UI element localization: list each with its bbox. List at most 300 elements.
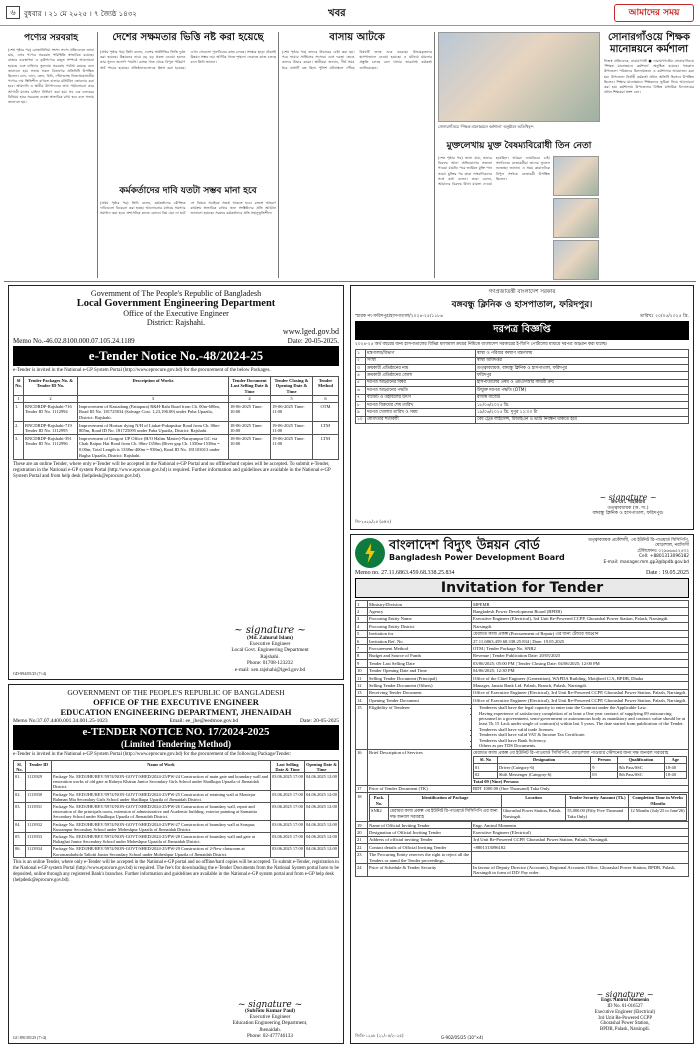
- signer-name: (Md. Zahurul Islam): [247, 634, 293, 641]
- row-label: Contact details of Official Inviting Tender: [368, 844, 472, 851]
- table-row: [356, 652, 689, 659]
- row-label: দরপত্র আহ্বানের পদ্ধতি: [366, 387, 476, 394]
- faridpur-tender-ad: [350, 285, 694, 530]
- row-value: তত্ত্বাবধায়ক, বঙ্গবন্ধু ক্লিনিক ও হাসপাতাল, ফরিদপুর: [476, 365, 689, 372]
- signer-phone: Phone: 01708-123232: [247, 660, 293, 667]
- table-row: [14, 821, 339, 833]
- eligibility-item: • Others as per TDS Documents.: [479, 743, 687, 748]
- article-title: সোনারগাঁওয়ে শিক্ষক মানোন্নয়নে কর্মশালা: [607, 32, 690, 55]
- column-header: Tender Security Amount (Tk.): [566, 794, 629, 807]
- table-row: [474, 764, 687, 771]
- column-header: Sl No.: [14, 377, 24, 396]
- row-number: 17: [356, 785, 368, 792]
- dept-name: EDUCATION ENGINEERING DEPARTMENT, JHENAIDAH: [60, 707, 292, 717]
- cell-method: LTM: [313, 435, 339, 459]
- memo-number: Memo No.-46.02.8100.000.07.105.24.1189: [13, 337, 135, 345]
- column-header: Tender ID: [26, 761, 52, 773]
- article-body: নিজস্ব প্রতিবেদক, নারায়ণগঞ্জ ● নারায়ণগঞ্জের সোনারগাঁওয়ে ‘শিক্ষক মানোন্নয়নে কর্মশালা’ অনুষ্ঠিত হয়েছে। গতকাল উপজেলা পরিষদের মিলনায়তনে এ কর্মশালার আয়োজন করা হয়। উপজেলা নির্বাহী কর্মকর্তা প্রধান অতিথি হিসেবে উপস্থিত ছিলেন। শিক্ষার মানোন্নয়নে শিক্ষকদের ভূমিকা নিয়ে আলোচনা করা হয়। কর্মশালায় উপজেলার বিভিন্ন মাধ্যমিক বিদ্যালয়ের প্রধান শিক্ষকরা অংশ নেন।: [604, 59, 694, 95]
- column-header: Completion Time in Weeks /Months: [629, 794, 687, 807]
- cell-desc: Improvement of Gorgori UP Office (H/O Halim Master)-Narayanpur GC via Chak Raipur Hat Road from Ch. 00m-1350m (River gap Ch. 1350m-1538m = 0.00m, Total Length is 1338m-400m = 938m), Road ID No. 181103013 under Bagha Upazila, District: Rajshahi.: [78, 435, 229, 459]
- section-divider: [4, 281, 696, 282]
- column-header: Location: [501, 794, 565, 807]
- row-number: ১০: [356, 416, 366, 423]
- eligibility-item: • Tenderers shall have Bank Solvency.: [479, 738, 687, 743]
- table-row: [14, 803, 339, 821]
- row-number: ৮: [356, 402, 366, 409]
- page-header: [0, 0, 700, 26]
- table-cell: 03: [591, 771, 618, 778]
- workshop-photo: [438, 32, 600, 122]
- table-row: [356, 822, 689, 829]
- table-row: [356, 667, 689, 674]
- memo-date: Date: 20-05-2025: [300, 718, 339, 724]
- signer-title: Executive Engineer (Electrical): [594, 1009, 656, 1015]
- table-row: [356, 365, 689, 372]
- row-number: 1: [356, 601, 368, 608]
- signer-name: Engr. Amirul Momenin: [601, 998, 649, 1004]
- table-cell: 8th Pass/SSC: [618, 764, 665, 771]
- signer-station: Ghorashal Power Station,: [600, 1021, 650, 1027]
- table-row: [356, 615, 689, 622]
- column-header: Age: [664, 756, 686, 763]
- row-label: ক্রয়কারী প্রতিষ্ঠানের নাম: [366, 365, 476, 372]
- cell-desc: Improvement of Kasiadang (Fattapara) R&H-Rahi Road from Ch. 00m-600m, Road ID No. 181725034 (Salvage Cost: 1,23,196.00) under Puba Upazila, District: Rajshahi.: [78, 403, 229, 422]
- column-number: 5: [271, 395, 313, 403]
- row-value: স্বাস্থ্য অধিদপ্তর: [476, 357, 689, 364]
- services-total: Total 09 (Nine) Persons: [473, 779, 519, 785]
- article-officers: [100, 183, 276, 278]
- cell-last: 18-06-2025 Time: 10:00: [229, 435, 271, 459]
- memo-date: Date : 19.05.2025: [646, 570, 689, 576]
- signer-place: BPDB, Palash, Narsingdi.: [600, 1027, 650, 1033]
- table-row: [14, 403, 339, 422]
- column-header: Qualification: [618, 756, 665, 763]
- website: www.lged.gov.bd: [282, 327, 339, 336]
- column-header: Tender Closing & Opening Date & Time: [271, 377, 313, 396]
- row-value: MPEMR: [472, 601, 689, 608]
- row-label: Tender Last Selling Date: [368, 660, 472, 667]
- cell-open: 04.06.2025 12:00: [305, 803, 339, 821]
- table-row: [356, 864, 689, 877]
- cell-sl: 2.: [14, 422, 24, 435]
- row-number: 13: [356, 689, 368, 696]
- notice-subtitle: (Limited Tendering Method): [13, 739, 339, 750]
- column-header: Designation: [497, 756, 590, 763]
- row-label: Procuring Entity Name: [368, 615, 472, 622]
- cell-last: 03.06.2025 17:00: [271, 833, 305, 845]
- row-label: Designation of Official Inviting Tender: [368, 829, 472, 836]
- row-number: 2: [356, 608, 368, 615]
- row-label: Name of Official Inviting Tender: [368, 822, 472, 829]
- column-header: Identification of Package: [388, 794, 501, 807]
- row-number: 20: [356, 829, 368, 836]
- column-header: Description of Works: [78, 377, 229, 396]
- cell-method: LTM: [313, 422, 339, 435]
- signature: ~ signature ~: [596, 990, 654, 1000]
- table-row: [356, 630, 689, 637]
- cell-work: Package No. EED/JHE/REV/5974/NON-GOVT/SHED/2024-25/PW-24 Construction of main gate and boundary wall and renovation works of old gate at Raheya Khatun Junior Secondary Girls School under Shailkupa Upazila of Jhenaidah District.: [52, 773, 271, 791]
- row-number: 23: [356, 851, 368, 864]
- column-header: Opening Date & Time: [306, 761, 337, 772]
- row-number: 19: [356, 822, 368, 829]
- ad-code: GC-891/05/25 (7×4): [13, 1035, 47, 1040]
- cell-work: Package No. EED/JHE/REV/5974/NON-GOVT/SHED/2024-25/PW-29 Construction of 2-New classroom at Koromandarhola Taltotti Junior Secondary School under Moheshpur Upazila of Jhenaidah District.: [52, 845, 271, 857]
- row-number: 18: [356, 793, 368, 822]
- bpdb-logo: [355, 538, 385, 568]
- table-cell: Ghorashal Power Station, Palash, Narsingdi.: [501, 807, 565, 820]
- row-number: ৬: [356, 387, 366, 394]
- eligibility-item: • Tenderers shall have valid VAT & Income Tax Certificate.: [479, 732, 687, 737]
- email: E-mail: manager.mm.gp3@bpdb.gov.bd: [603, 559, 689, 565]
- office-line: Office of the Executive Engineer: [123, 309, 229, 318]
- cell-last: 03.06.2025 17:00: [271, 791, 305, 803]
- column-divider: [434, 32, 435, 278]
- row-number: 14: [356, 697, 368, 704]
- signature: ~ signature ~: [599, 492, 657, 502]
- cell-last: 18-06-2025 Time: 10:00: [229, 403, 271, 422]
- table-row: [474, 771, 687, 778]
- table-row: [356, 379, 689, 386]
- table-cell: 18-40: [664, 771, 686, 778]
- cell-open: 04.06.2025 12:00: [305, 791, 339, 803]
- table-row: [356, 387, 689, 394]
- table-row: [14, 435, 339, 459]
- hospital-name: বঙ্গবন্ধু ক্লিনিক ও হাসপাতাল, ফরিদপুর।: [451, 300, 593, 310]
- table-cell: Shift Messenger (Category-6): [497, 771, 590, 778]
- portrait-photo: [553, 198, 599, 238]
- row-number: 8: [356, 652, 368, 659]
- ad-code: G-902/05/25 (10"×4): [441, 1035, 484, 1040]
- table-row: [356, 697, 689, 704]
- table-row: [356, 645, 689, 652]
- row-number: ৫: [356, 379, 366, 386]
- row-value: Manager, Janata Bank Ltd. Palash, Branch, Palash, Narsingdi.: [472, 682, 689, 689]
- column-number: 1: [14, 395, 24, 403]
- row-number: 11: [356, 675, 368, 682]
- tender-table: [13, 376, 339, 460]
- row-label: Brief Description of Services: [368, 749, 472, 785]
- table-row: [14, 833, 339, 845]
- bpdb-tender-ad: [350, 534, 694, 1044]
- article-body: (শেষ পৃষ্ঠার পর) তাদের উদ্ধারের চেষ্টা করা হয়। পরে ফায়ার সার্ভিসের সদস্যরা এসে দরজা ভেঙে তাদের উদ্ধার করেন। স্থানীয়রা জানান, দীর্ঘ সময় ধরে বাসাটি বন্ধ ছিল। পুলিশ ঘটনাস্থলে পৌঁছে বিষয়টি তদন্ত শুরু করেছে। উদ্ধারকৃতদের হাসপাতালে নেওয়া হয়েছে। এ ঘটনায় মামলার প্রস্তুতি চলছে বলে থানার ভারপ্রাপ্ত কর্মকর্তা জানিয়েছেন।: [282, 50, 432, 70]
- row-label: সংস্থা: [366, 357, 476, 364]
- notice-intro: ২০২৪-২৫ অর্থ বছরের জন্য হাসপাতালের বিভিন্ন মালামাল ক্রয়ের নিমিত্তে বাংলাদেশ সরকারের ই-জিপি পোর্টালের মাধ্যমে দরপত্র আহ্বান করা যাচ্ছে।: [355, 342, 607, 347]
- telephone: টেলিফোনঃ ০২৯৬৬৬৫২৫৩২: [637, 548, 689, 554]
- govt-line: GOVERNMENT OF THE PEOPLE'S REPUBLIC OF BANGLADESH: [67, 688, 285, 697]
- row-value: Bangladesh Power Development Board (BPDB): [472, 608, 689, 615]
- row-label: Agency: [368, 608, 472, 615]
- article-title: মুক্তলেখায় মুক্ত বৈষম্যবিরোধী তিন নেতা: [446, 141, 592, 151]
- notice-intro: e-Tender is invited in the National e-GP System Portal (http://www.eprocure.gov.bd) for the procurement of the below Packages.: [13, 368, 271, 373]
- signer-office: Education Engineering Department,: [232, 1020, 308, 1027]
- row-number: 24: [356, 864, 368, 877]
- cell-method: OTM: [313, 403, 339, 422]
- row-number: ৯: [356, 409, 366, 416]
- signer-id: ID No. 01-016527: [607, 1004, 643, 1010]
- govt-line: Government of The People's Republic of Bangladesh: [90, 289, 262, 298]
- cell-open: 04.06.2025 12:00: [305, 845, 339, 857]
- cell-id: 1113933: [26, 833, 52, 845]
- article-body: (শেষ পৃষ্ঠার পর) রোজানিদিয়া সংসদ সদস্য প্রতিবেদনে জানা যায়, এসব পণ্যের সরবরাহ পরিস্থিতি স্বাভাবিক রয়েছে। বাজার ব্যবস্থাপনা ও কৃষিপণ্যের মজুত সম্পর্কে আলোচনা হয়েছে এবং চাহিদার তুলনায় সরবরাহ পর্যাপ্ত রয়েছে বলে জানানো হয়। সভায় সকল বিভাগের প্রতিনিধি উপস্থিত ছিলেন। চাল, ডাল, তেল, চিনি, পেঁয়াজসহ নিত্যপ্রয়োজনীয় পণ্যের দাম স্থিতিশীল রাখতে বাজার মনিটরিং জোরদার করা হবে। আমদানি ও স্থানীয় উৎপাদনের তথ্য পর্যালোচনা করে আগামী মাসের চাহিদা নির্ধারণ করা হয়। সব এক ডলারের বিনিময় হারে সরবরাহ ব্যবস্থা স্বাভাবিক রাখা হবে বলে সভায় জানানো হয়।: [8, 48, 94, 105]
- table-cell: Driver (Category-6): [497, 764, 590, 771]
- row-label: বাজেট ও তহবিলের উৎস: [366, 394, 476, 401]
- row-number: 6: [356, 638, 368, 645]
- row-value: ১৮/০৬/২০২৫ খ্রি.: [476, 402, 689, 409]
- row-number: 21: [356, 836, 368, 843]
- cell-sl: 1.: [14, 403, 24, 422]
- row-value: OTM | Tender Package No. SNR2: [472, 645, 689, 652]
- lged-tender-ad: [8, 285, 344, 680]
- row-label: দরপত্র বিক্রয়ের শেষ তারিখ: [366, 402, 476, 409]
- row-value: Office of Executive Engineer (Electrical), 3rd Unit Re-Powered CCPP, Ghorashal Power Station, Palash, Narsingdi.: [472, 689, 689, 696]
- ad-code: জি-২৩২৯/২৫ (৬×৪): [355, 519, 392, 524]
- row-value: Office of Executive Engineer (Electrical), 3rd Unit Re-Powered CCPP, Ghorashal Power Station, Palash, Narsingdi.: [472, 697, 689, 704]
- signer-phone: Phone: 02-477746133: [247, 1032, 293, 1039]
- cell-open: 04.06.2025 12:00: [305, 833, 339, 845]
- notice-title: e-Tender Notice No.-48/2024-25: [13, 346, 339, 366]
- signature: ~ signature ~: [234, 625, 306, 637]
- row-number: ২: [356, 357, 366, 364]
- row-label: Tender Opening Date and Time: [368, 667, 472, 674]
- row-label: মন্ত্রণালয়/বিভাগ: [366, 350, 476, 357]
- page-number: ৬: [6, 6, 20, 19]
- row-value: 3rd Unit Re-Powered CCPP, Ghorashal Power Station, Palash, Narsingdi.: [472, 836, 689, 843]
- cell-desc: Improvement of Horisar dying N/H of Liakat-Pukapukur Road from Ch. 00m-805m, Road ID No. 181725095 under Paba Upazila, District: Rajshahi.: [78, 422, 229, 435]
- newspaper-logo: আমাদের সময়: [614, 4, 694, 22]
- cell-sl: 04.: [14, 821, 26, 833]
- cell-close: 19-06-2025 Time: 11:00: [271, 422, 313, 435]
- cell-close: 19-06-2025 Time: 11:00: [271, 435, 313, 459]
- table-row: [14, 791, 339, 803]
- row-label: Price of Schedule & Tender Security: [368, 864, 472, 877]
- row-number: 10: [356, 667, 368, 674]
- govt-line: গণপ্রজাতন্ত্রী বাংলাদেশ সরকার: [488, 289, 556, 295]
- tender-table: [355, 349, 689, 424]
- notice-title: দরপত্র বিজ্ঞপ্তি: [355, 321, 689, 340]
- table-row: [356, 851, 689, 864]
- row-value: Office of the Chief Engineer (Generation), WAPDA Building, Motijheel C/A, BPDB, Dhaka: [472, 675, 689, 682]
- row-value: +8801313096182: [472, 844, 689, 851]
- row-value: হাসপাতালের ঔষধ ও এমএসআর সামগ্রী ক্রয়: [476, 379, 689, 386]
- table-row: [356, 601, 689, 608]
- row-label: Receiving Tender Document: [368, 689, 472, 696]
- table-row: [356, 689, 689, 696]
- table-row: [14, 422, 339, 435]
- table-cell: 02: [474, 771, 498, 778]
- cell-sl: 02.: [14, 791, 26, 803]
- row-label: ক্রয়কারী প্রতিষ্ঠানের জেলা: [366, 372, 476, 379]
- table-row: [356, 844, 689, 851]
- table-row: [356, 394, 689, 401]
- table-row: [356, 836, 689, 843]
- eligibility-item: • Tenderers shall have the legal capacity to enter into the Contract under the Applicable Law.: [479, 705, 687, 710]
- cell-pkg: RNCDRDP-Rajshahi-391 Tender ID No. 1112996: [24, 435, 78, 459]
- cell-sl: 01.: [14, 773, 26, 791]
- table-cell: 55,000.00 (Fifty Five Thousand Taka Only): [566, 807, 629, 820]
- row-value: In favour of Deputy Director (Accounts), Regional Accounts Office, Ghorashal Power Station, BPDB, Palash, Narsingdi in form of DD/ Pay order.: [472, 864, 689, 877]
- eligibility-item: • Tenderers shall have valid trade licenses.: [479, 727, 687, 732]
- cell-last: 18-06-2025 Time: 10:00: [229, 422, 271, 435]
- cell-work: Package No. EED/JHE/REV/5974/NON-GOVT/SHED/2024-25/PW-27 Construction of boundary wall at Sorupur, Kusrampur Secondary School under Moheshpur Upazila of Jhenaidah District.: [52, 821, 271, 833]
- row-value: Narsingdi.: [472, 623, 689, 630]
- table-row: [356, 660, 689, 667]
- table-row: [14, 773, 339, 791]
- row-label: Invitation Ref. No.: [368, 638, 472, 645]
- article-workshop: [604, 32, 694, 278]
- row-label: দরপত্র খোলার তারিখ ও সময়: [366, 409, 476, 416]
- tender-table: [355, 600, 689, 877]
- signer-name: ডা. মো. শাহরিয়ার: [610, 500, 646, 506]
- table-cell: 12 Months (July'25 to June'26): [629, 807, 687, 820]
- cell-open: 04.06.2025 12:00: [305, 821, 339, 833]
- column-header: Tender Document Last Selling Date & Time: [229, 377, 271, 396]
- table-row: [356, 608, 689, 615]
- table-row: [14, 845, 339, 857]
- row-number: ১: [356, 350, 366, 357]
- signer-name: (Subroto Kumar Paul): [245, 1007, 295, 1014]
- article-title: বাসায় আটকে: [329, 32, 385, 43]
- row-label: Eligibility of Tenderer: [368, 704, 472, 749]
- row-value: বৈধ ট্রেড লাইসেন্স, টিআইএন ও ভ্যাট নিবন্ধন থাকতে হবে: [476, 416, 689, 423]
- column-header: Sl. No.: [14, 761, 26, 773]
- portrait-photo: [553, 156, 599, 196]
- row-label: Procurement Method: [368, 645, 472, 652]
- row-value: 04/06/2025; 12:30 PM: [472, 667, 689, 674]
- notice-title: Invitation for Tender: [355, 578, 689, 598]
- table-cell: মেরামত কাজ প্রকল্প ৩য় ইউনিট রি-পাওয়ার্ড সিসিপিপি এর জন্য দক্ষ জনবল সরবরাহ: [388, 807, 501, 820]
- column-header: Tender Packages No. & Tender ID No.: [24, 377, 78, 396]
- column-number: 6: [313, 395, 339, 403]
- row-number: 3: [356, 615, 368, 622]
- cell-work: Package No. EED/JHE/REV/5974/NON-GOVT/SHED/2024-25/PW-28 Construction of boundary wall and gate at Baliaghat Junior Secondary School under Moheshpur Upazila of Jhenaidah District.: [52, 833, 271, 845]
- row-number: 7: [356, 645, 368, 652]
- row-value: রাজস্ব বাজেট: [476, 394, 689, 401]
- notice-intro: e-Tender is invited in the National e-GP System Portal (http://www.eprocure.gov.bd) for the procurement of the following Package/Tender:: [13, 752, 292, 757]
- table-row: [356, 402, 689, 409]
- column-header: Sl. No: [474, 756, 498, 763]
- cell-sl: 3.: [14, 435, 24, 459]
- signer-office: বঙ্গবন্ধু ক্লিনিক ও হাসপাতাল, ফরিদপুর।: [592, 511, 664, 517]
- row-label: Ministry/Division: [368, 601, 472, 608]
- column-number: 3: [78, 395, 229, 403]
- column-header: Pack. No.: [370, 794, 389, 807]
- cell-last: 03.06.2025 17:00: [271, 773, 305, 791]
- table-row: [356, 416, 689, 423]
- row-value: ফরিদপুর: [476, 372, 689, 379]
- article-title: দেশের সক্ষমতার ভিত্তি নষ্ট করা হয়েছে: [112, 32, 264, 43]
- cell-last: 03.06.2025 17:00: [271, 845, 305, 857]
- table-cell: 18-40: [664, 764, 686, 771]
- row-number: 16: [356, 749, 368, 785]
- bpdb-name-english: Bangladesh Power Development Board: [389, 553, 565, 562]
- article-supply: [8, 30, 94, 278]
- row-value: মেরামত কাজ প্রকল্প (Procurement of Repair) এর জন্য টেন্ডার আহ্বান: [472, 630, 689, 637]
- column-header: Person: [591, 756, 618, 763]
- column-number: 4: [229, 395, 271, 403]
- row-number: 12: [356, 682, 368, 689]
- signature: ~ signature ~: [237, 999, 303, 1010]
- cell-id: 1113930: [26, 791, 52, 803]
- article-body: (প্রথম পৃষ্ঠার পর) তিনি বলেন, দেশের অর্থনীতির ভিত্তি দুর্বল করা হয়েছে। উন্নয়নের নামে বড় বড় প্রকল্প নেওয়া হলেও তার সুফল জনগণ পায়নি। ব্যাংক খাত থেকে বিপুল পরিমাণ অর্থ পাচার হয়েছে। প্রতিষ্ঠানগুলোকে ধ্বংস করা হয়েছে। এখন সেগুলো পুনর্গঠনের কাজ চলছে। সংস্কার ছাড়া টেকসই উন্নয়ন সম্ভব নয়। আর্থিক খাতে শৃঙ্খলা ফেরাতে কাজ চলছে বলে তিনি জানান।: [100, 50, 276, 70]
- row-label: দরপত্র আহ্বানের বিষয়: [366, 379, 476, 386]
- table-cell: 9: [591, 764, 618, 771]
- row-value: Engr. Amirul Momenin: [472, 822, 689, 829]
- row-label: Procuring Entity District: [368, 623, 472, 630]
- row-value: 03/06/2025; 05:00 PM | Tender Closing Date: 04/06/2025; 12:00 PM: [472, 660, 689, 667]
- cell-work: Package No. EED/JHE/REV/5974/NON-GOVT/SHED/2024-25/PW-26 Construction of boundary wall, repair and renovation of the principals room, extension of administrative and Academic building, exterior painting at Sarnantia Secondary School under Shailkupa Upazila of Jhenaidah District.: [52, 803, 271, 821]
- signer-title: Executive Engineer: [249, 1014, 291, 1021]
- eligibility-item: • Having experience of satisfactory completion of at least a One year contract of supplying 09 outsourcing personnel in a government, semi-government or autonomous body as mandatory and contract value should be at least Tk 15 Lack under single of contract(s) within last 5 years. The date started from publication of the Tender.: [479, 711, 687, 727]
- table-row: [356, 357, 689, 364]
- row-number: 5: [356, 630, 368, 637]
- row-label: Budget and Source of Funds: [368, 652, 472, 659]
- cell-sl: 06.: [14, 845, 26, 857]
- memo-date: Date: 20-05-2025.: [287, 337, 339, 345]
- row-number: 9: [356, 660, 368, 667]
- row-number: 22: [356, 844, 368, 851]
- article-capacity: [100, 30, 276, 180]
- table-row: [356, 409, 689, 416]
- article-title: কর্মকর্তাদের দাবি যতটা সম্ভব মানা হবে: [119, 186, 257, 196]
- cell-id: 1113932: [26, 821, 52, 833]
- row-value: Executive Engineer (Electrical): [472, 829, 689, 836]
- cell-id: 1113934: [26, 845, 52, 857]
- row-label: Invitation for: [368, 630, 472, 637]
- cell-last: 03.06.2025 17:00: [271, 821, 305, 833]
- signer-office: Local Govt. Engineering Department: [231, 647, 309, 654]
- tender-table: [13, 760, 339, 858]
- row-label: যোগ্যতার শর্তাবলী: [366, 416, 476, 423]
- column-header: Name of Work: [52, 761, 271, 773]
- memo-date: তারিখঃ ২০/০৫/২০২৫ খ্রি.: [639, 314, 689, 319]
- row-label: Opening Tender Document: [368, 697, 472, 704]
- row-label: Selling Tender Document (Others): [368, 682, 472, 689]
- column-divider: [278, 32, 279, 278]
- table-row: [356, 350, 689, 357]
- article-title: পণ্যের সরবরাহ: [23, 33, 79, 43]
- table-cell: SNR2: [370, 807, 389, 820]
- signer-title: তত্ত্বাবধায়ক (অ. দা.): [607, 505, 649, 511]
- article-body: (শেষ পৃষ্ঠার পর) জানা যায়, তাদের বিরুদ্ধে আনা অভিযোগের সত্যতা পাওয়া যায়নি। পরে জামিনে মুক্তি পান তারা। মুক্তির পর তারা সাংবাদিকদের সঙ্গে কথা বলেন। তারা বলেন, আমাদের বিরুদ্ধে মিথ্যা মামলা দেওয়া হয়েছিল। আমরা ন্যায়বিচার চাই। সংগঠনের নেতাকর্মীরা তাদের ফুলেল শুভেচ্ছা জানান। এ সময় কারাফটকে বিপুল সংখ্যক নেতাকর্মী উপস্থিত ছিলেন।: [438, 156, 550, 187]
- row-value: 27.11.6863.459.68.338.25.834 | Date: 19.05.2025: [472, 638, 689, 645]
- row-value: [472, 851, 689, 864]
- signer-unit: 3rd Unit Re-Powered CCPP: [598, 1015, 652, 1021]
- cell-open: 04.06.2025 12:00: [305, 773, 339, 791]
- row-value: BDT 1000.00 (One Thousand) Taka Only.: [472, 785, 689, 792]
- cell-pkg: RNCDRDP-Rajshahi-716 Tender ID No. 1112994: [24, 403, 78, 422]
- notice-notes: This is an online Tender, where only e-Tender will be accepted in the National e-GP portal and no offline/hard copies will be accepted. To submit e-Tender, registration in the National e-GP system Portal (http://www.eprocure.gov.bd) is required. The fee's for downloading the e-Tender Documents from the National System portal have to be deposited, online through any registered Bank's branches. Further information and guidelines are available in the National e-GP system portal and from e-GP help desk (helpdesk@eprocure.gov.bd).: [13, 860, 340, 883]
- row-label: The Procuring Entity reserves the right to reject all the Tenders or annul the Tender proceedings.: [368, 851, 472, 864]
- table-cell: 01: [474, 764, 498, 771]
- cell-sl: 05.: [14, 833, 26, 845]
- column-number: 2: [24, 395, 78, 403]
- row-value: স্বাস্থ্য ও পরিবার কল্যাণ মন্ত্রণালয়: [476, 350, 689, 357]
- memo-number: স্মারক নং-ফরিদপুর/হাসপাতাল/২০২৪-২৫/১১৮৬: [355, 314, 444, 319]
- dept-name: Local Government Engineering Department: [76, 298, 276, 309]
- cell-sl: 03.: [14, 803, 26, 821]
- table-row: [356, 372, 689, 379]
- row-number: ৪: [356, 372, 366, 379]
- signer-title: Executive Engineer: [249, 640, 291, 647]
- notice-notes: These are an online Tender, where only e-Tender will be accepted in the National e-GP Portal and no offline/hard copies will be accepted. To submit e-Tender, registration in the National e-GP system Portal (http://www.eprocure.gov.bd) is required. Further information and guidelines are available in the National e-GP System Portal and from help desk (helpdesk@eprocure.gov.bd).: [13, 461, 331, 479]
- row-number: ৩: [356, 365, 366, 372]
- ad-code: GD-894/05/25 (7×4): [13, 671, 47, 676]
- table-row: [356, 638, 689, 645]
- row-number: 4: [356, 623, 368, 630]
- ad-code: জিডি-১২৯৮ (২১/০৫/২০২৫): [355, 1033, 404, 1038]
- article-body: (প্রথম পৃষ্ঠার পর) তিনি বলেন, কর্মকর্তাদের যৌক্তিক দাবিগুলো বিবেচনা করা হচ্ছে। আলোচনার মাধ্যমে সমস্যার সমাধান করা হবে। প্রশাসনিক কাজে কোনো বিঘ্ন যেন না ঘটে সে বিষয়ে সবাইকে সতর্ক থাকতে হবে। রাজস্ব আহরণ কার্যক্রম স্বাভাবিক রাখার জন্য সংশ্লিষ্টদের প্রতি আহ্বান জানানো হয়েছে। সরকার কর্মকর্তাদের প্রতি সহানুভূতিশীল।: [100, 201, 276, 216]
- row-number: ৭: [356, 394, 366, 401]
